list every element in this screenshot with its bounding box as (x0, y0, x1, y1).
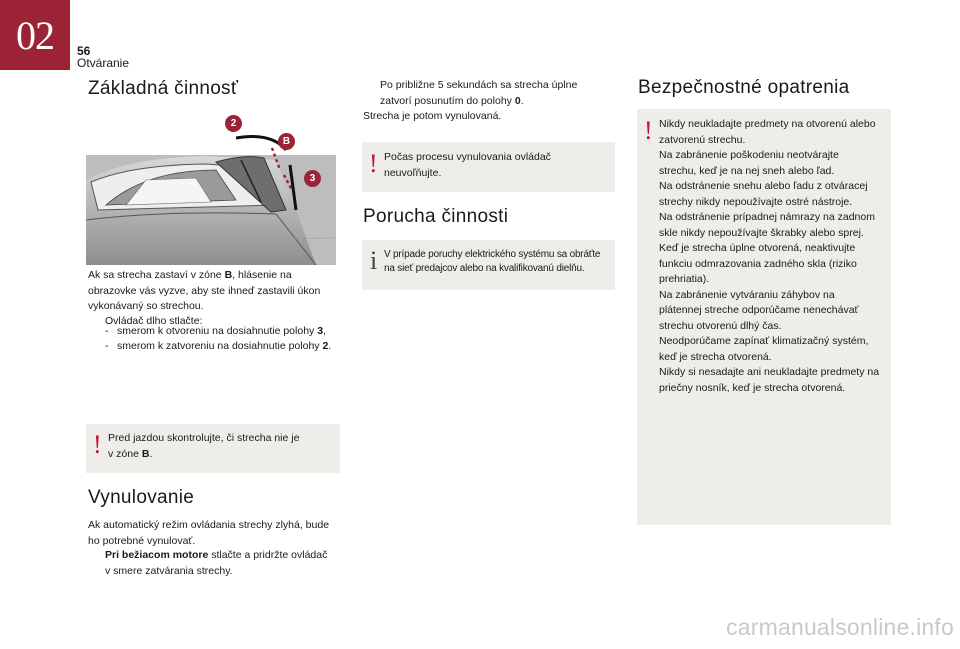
dash-open-position: - smerom k otvoreniu na dosiahnutie polohy 3, (105, 325, 326, 337)
figure-label-2: 2 (225, 115, 242, 132)
info-box-malfunction: i V prípade poruchy elektrického systému sa obráťte na sieť predajcov alebo na kvalifikovanú dielňu. (362, 240, 615, 290)
warning-icon: ! (369, 149, 378, 178)
roof-illustration (86, 110, 336, 265)
heading-reset: Vynulovanie (88, 487, 195, 508)
figure-label-3: 3 (304, 170, 321, 187)
warning-box-release: ! Počas procesu vynulovania ovládač neuvoľňujte. (362, 142, 615, 192)
warning-box-zone: ! Pred jazdou skontrolujte, či strecha nie je v zóne B. (86, 424, 340, 473)
page-section: Otváranie (77, 56, 130, 70)
dash-close-position: - smerom k zatvoreniu na dosiahnutie polohy 2. (105, 340, 332, 352)
warning-icon: ! (93, 430, 102, 459)
warning-icon: ! (644, 116, 653, 145)
heading-basic-operation: Základná činnosť (88, 78, 239, 99)
figure-label-B: B (278, 133, 295, 150)
reset-paragraph: Ak automatický režim ovládania strechy zlyhá, bude ho potrebné vynulovať. (88, 519, 330, 547)
info-icon: i (370, 246, 378, 275)
bullet-reset-hold: Pri bežiacom motore stlačte a pridržte ovládač v smere zatvárania strechy. (105, 549, 328, 577)
reset-complete-text: Strecha je potom vynulovaná. (363, 110, 502, 122)
safety-text: Nikdy neukladajte predmety na otvorenú alebo zatvorenú strechu. Na zabránenie poškodeniu neotvárajte strechu, keď je na nej sneh alebo ľad. Na odstránenie snehu alebo ľadu z otváracej strechy nikdy nepoužívajte ostré nástroje. Na odstránenie prípadnej námrazy na zadnom skle nikdy nepoužívajte škrabky alebo sprej. Keď je strecha úplne otvorená, neaktivujte funkciu odmrazovania zadného skla (riziko prehriatia). Na zabránenie vytváraniu záhybov na plátennej streche odporúčame nenechávať strechu otvorenú dlhý čas. Neodporúčame zapínať klimatizačný systém, keď je strecha otvorená. Nikdy si nesadajte ani neukladajte predmety na priečny nosník, keď je strecha otvorená. (659, 118, 880, 394)
intro-paragraph: Ak sa strecha zastaví v zóne B, hlásenie na obrazovke vás vyzve, aby ste ihneď zastavili úkon vykonávaný so strechou. (88, 269, 321, 312)
page-number: 56 (77, 44, 91, 58)
bullet-wait-close: Po približne 5 sekundách sa strecha úplne zatvorí posunutím do polohy 0. (380, 79, 578, 107)
bullet-hold-control: Ovládač dlho stlačte: (105, 315, 203, 327)
warning-box-safety (637, 109, 891, 525)
heading-malfunction: Porucha činnosti (363, 206, 509, 227)
chapter-tab: 02 (0, 0, 70, 70)
heading-safety: Bezpečnostné opatrenia (638, 77, 850, 98)
watermark: carmanualsonline.info (726, 614, 954, 640)
